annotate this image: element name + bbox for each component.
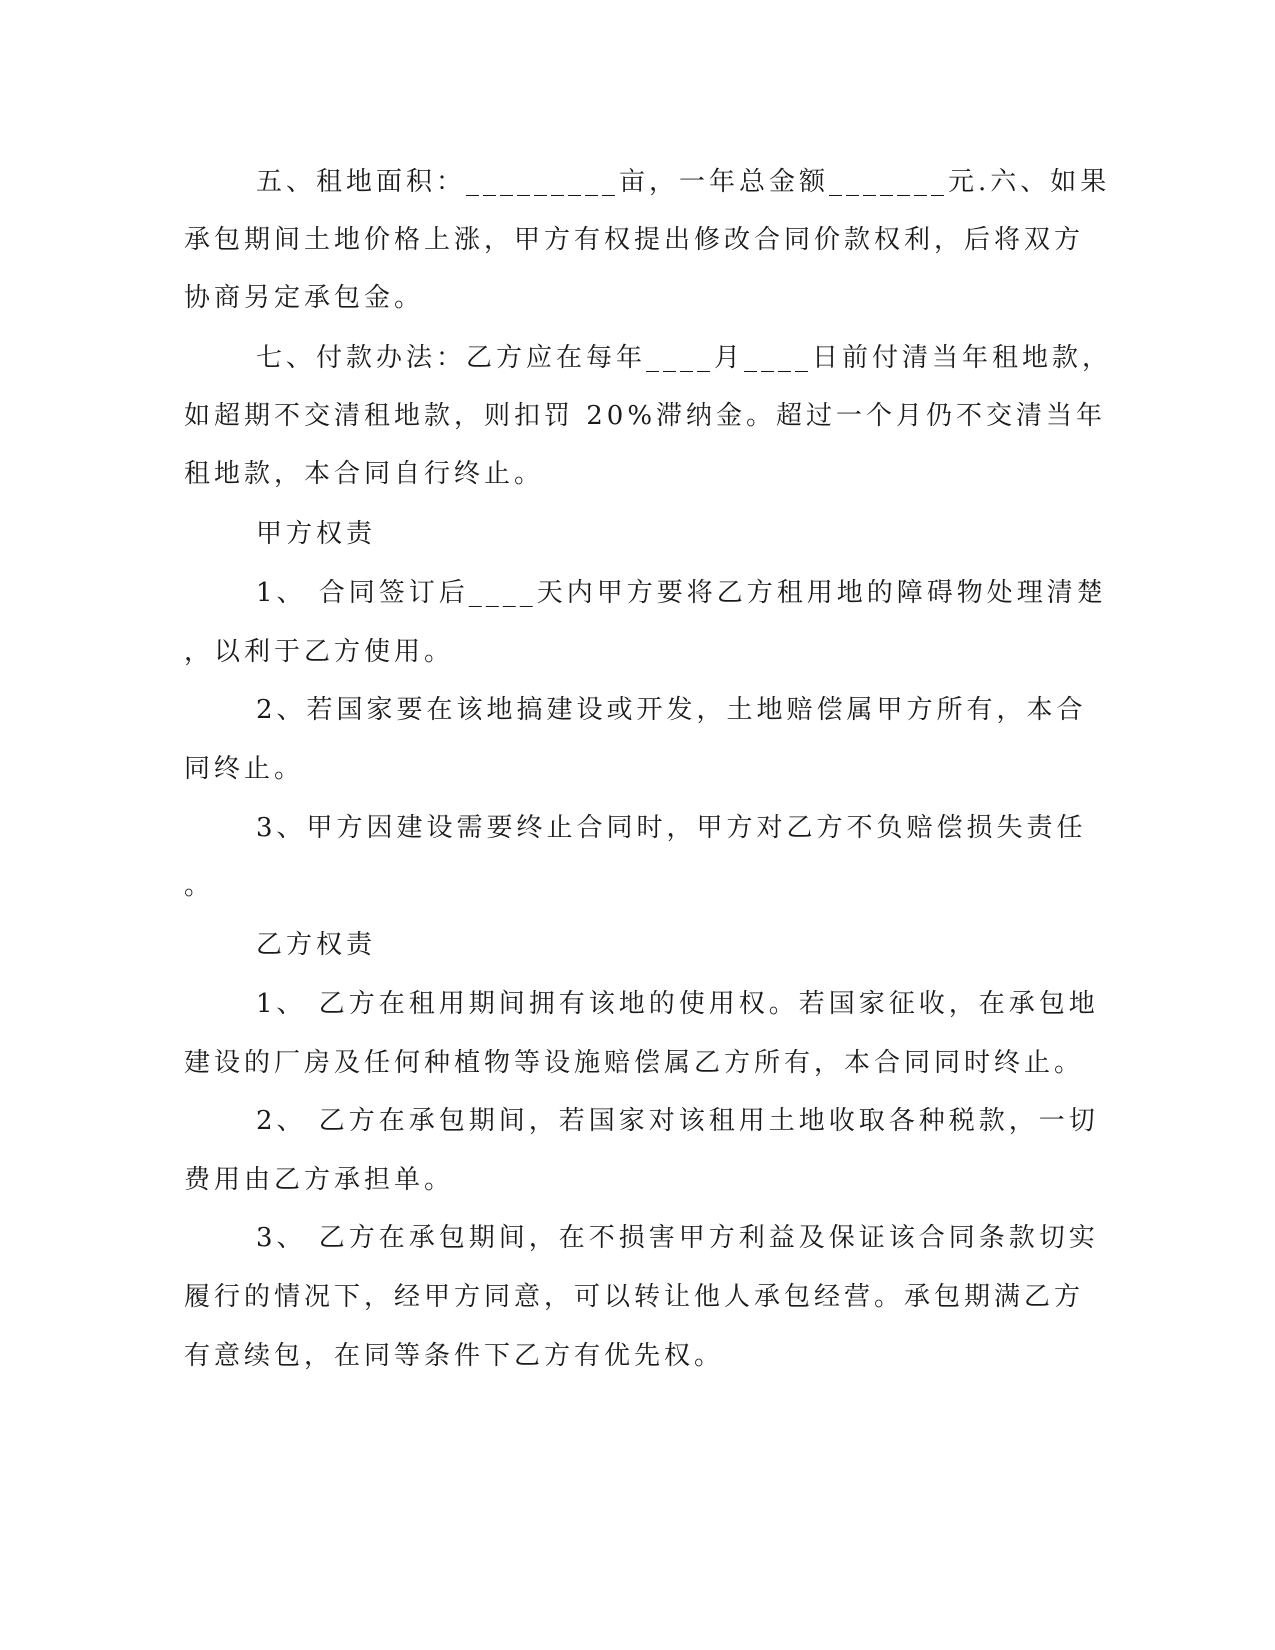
text-line: 如超期不交清租地款，则扣罚 20%滞纳金。超过一个月仍不交清当年 (184, 401, 1107, 431)
section-heading-party-a: 甲方权责 (256, 519, 377, 549)
text-line: 五、租地面积：_________亩，一年总金额_______元.六、如果 (256, 167, 1111, 197)
text-line: ，以利于乙方使用。 (184, 637, 455, 667)
text-line: 七、付款办法：乙方应在每年____月____日前付清当年租地款， (256, 343, 1113, 373)
text-line: 租地款，本合同自行终止。 (184, 459, 545, 489)
text-line: 同终止。 (184, 754, 305, 784)
text-line: 协商另定承包金。 (184, 283, 425, 313)
text-line: 。 (184, 871, 215, 901)
text-line: 建设的厂房及任何种植物等设施赔偿属乙方所有，本合同同时终止。 (184, 1048, 1085, 1078)
text-line: 2、若国家要在该地搞建设或开发，土地赔偿属甲方所有，本合 (256, 695, 1087, 725)
text-line: 承包期间土地价格上涨，甲方有权提出修改合同价款权利，后将双方 (184, 225, 1085, 255)
text-line: 有意续包，在同等条件下乙方有优先权。 (184, 1341, 725, 1371)
text-line: 1、 合同签订后____天内甲方要将乙方租用地的障碍物处理清楚 (256, 578, 1107, 608)
text-line: 3、甲方因建设需要终止合同时，甲方对乙方不负赔偿损失责任 (256, 813, 1087, 843)
text-line: 2、 乙方在承包期间，若国家对该租用土地收取各种税款，一切 (256, 1106, 1099, 1136)
text-line: 1、 乙方在租用期间拥有该地的使用权。若国家征收，在承包地 (256, 989, 1099, 1019)
text-line: 3、 乙方在承包期间，在不损害甲方利益及保证该合同条款切实 (256, 1223, 1099, 1253)
section-heading-party-b: 乙方权责 (256, 930, 377, 960)
text-line: 履行的情况下，经甲方同意，可以转让他人承包经营。承包期满乙方 (184, 1282, 1085, 1312)
text-line: 费用由乙方承担单。 (184, 1165, 455, 1195)
